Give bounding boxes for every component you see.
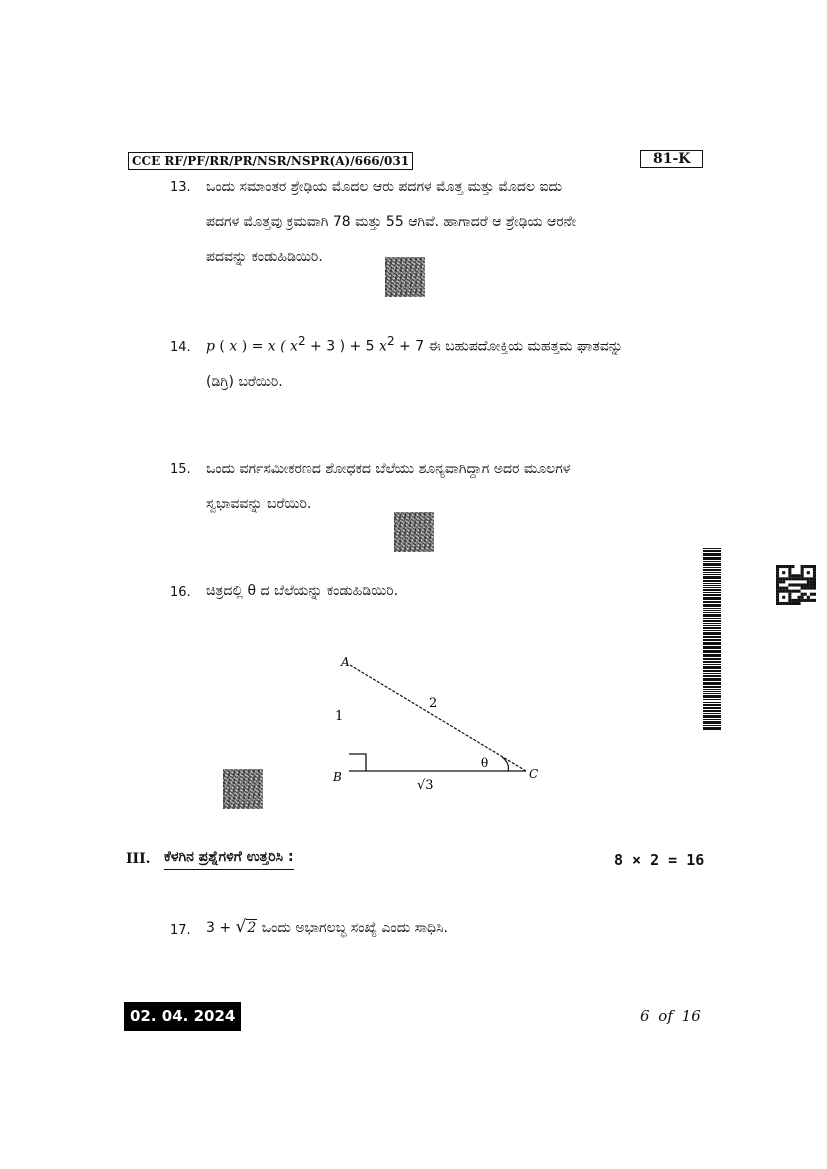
barcode-stripe (703, 670, 721, 672)
qr-module (801, 577, 804, 580)
right-angle-mark (349, 754, 366, 771)
barcode-stripe (703, 699, 721, 700)
qr-module (801, 599, 804, 602)
q17-expr-pre: 3 + (206, 920, 232, 936)
qr-module (804, 599, 807, 602)
qr-module (807, 587, 810, 590)
barcode-stripe (703, 666, 721, 669)
poly-exp-2: 2 (386, 334, 395, 348)
qr-module (785, 602, 788, 605)
barcode-stripe (703, 597, 721, 600)
qr-module (813, 580, 816, 583)
qr-code-image (776, 565, 816, 605)
side-bc-label: √3 (417, 778, 434, 793)
qr-module (804, 593, 807, 596)
qr-module (794, 590, 797, 593)
poly-exp-1: 2 (297, 334, 306, 348)
qr-module (804, 587, 807, 590)
question-17-text: ಒಂದು ಅಭಾಗಲಬ್ಧ ಸಂಖ್ಯೆ ಎಂದು ಸಾಧಿಸಿ. (261, 920, 448, 936)
qr-module (788, 602, 791, 605)
angle-theta-label: θ (481, 756, 489, 770)
vertex-c-label: C (529, 767, 539, 781)
qr-module (788, 593, 791, 596)
barcode-stripe (703, 719, 721, 720)
side-ac-line (350, 665, 526, 771)
question-13-line-2: ಪದಗಳ ಮೊತ್ತವು ಕ್ರಮವಾಗಿ 78 ಮತ್ತು 55 ಆಗಿವೆ. ಹಾಗಾದರೆ ಆ ಶ್ರೇಢಿಯ ಆರನೇ (206, 214, 576, 230)
barcode-stripe (703, 574, 721, 575)
qr-module (776, 580, 779, 583)
qr-module (776, 583, 779, 586)
barcode-stripe (703, 601, 721, 603)
qr-module (788, 577, 791, 580)
barcode-stripe (703, 686, 721, 688)
qr-module (807, 583, 810, 586)
qr-module (785, 590, 788, 593)
qr-module (798, 583, 801, 586)
qr-module (785, 587, 788, 590)
question-16-text: ಚಿತ್ರದಲ್ಲಿ θ ದ ಬೆಲೆಯನ್ನು ಕಂಡುಹಿಡಿಯಿರಿ. (206, 583, 399, 599)
barcode-stripe (703, 627, 721, 629)
qr-module (810, 565, 813, 568)
barcode-stripe (703, 569, 721, 571)
barcode-stripe (703, 710, 721, 712)
qr-module (791, 602, 794, 605)
barcode-stripe (703, 572, 721, 573)
qr-module (801, 574, 804, 577)
qr-module (813, 577, 816, 580)
qr-module (791, 590, 794, 593)
barcode-stripe (703, 664, 721, 665)
qr-module (801, 583, 804, 586)
qr-module (810, 587, 813, 590)
side-ab-label: 1 (335, 709, 344, 724)
question-14-number: 14. (170, 340, 191, 355)
qr-module (782, 580, 785, 583)
section-marks: 8 × 2 = 16 (614, 851, 705, 869)
barcode-stripe (703, 675, 721, 677)
qr-module (807, 596, 810, 599)
qr-module (798, 577, 801, 580)
qr-module (807, 580, 810, 583)
barcode-stripe (703, 704, 721, 706)
barcode-stripe (703, 623, 721, 624)
barcode-image (703, 548, 721, 730)
barcode-stripe (703, 625, 721, 626)
qr-module (810, 583, 813, 586)
qr-module (801, 596, 804, 599)
barcode-stripe (703, 589, 721, 591)
poly-x2: x (379, 338, 387, 355)
subject-code: 81-K (653, 151, 691, 167)
barcode-stripe (703, 550, 721, 552)
poly-plus3: + 3 ) + 5 (310, 338, 375, 355)
barcode-stripe (703, 695, 721, 698)
qr-module (779, 590, 782, 593)
qr-module (810, 580, 813, 583)
qr-module (779, 565, 782, 568)
qr-module (791, 577, 794, 580)
barcode-stripe (703, 608, 721, 609)
poly-x: x (229, 338, 238, 355)
barcode-stripe (703, 727, 721, 730)
qr-module (776, 602, 779, 605)
barcode-stripe (703, 580, 721, 582)
question-17-line (206, 917, 448, 937)
qr-module (813, 568, 816, 571)
question-13-text (206, 170, 706, 275)
qr-module (776, 571, 779, 574)
barcode-stripe (703, 682, 721, 685)
qr-module (788, 583, 791, 586)
question-15-number: 15. (170, 462, 191, 477)
question-15-text (206, 452, 706, 522)
qr-module (801, 587, 804, 590)
qr-module (807, 577, 810, 580)
barcode-stripe (703, 630, 721, 631)
question-14-text: ಈ ಬಹುಪದೋಕ್ತಿಯ ಮಹತ್ತಮ ಘಾತವನ್ನು (428, 338, 623, 355)
poly-p: p (206, 338, 215, 355)
question-13-number: 13. (170, 180, 191, 195)
qr-module (794, 577, 797, 580)
barcode-stripe (703, 553, 721, 556)
barcode-stripe (703, 693, 721, 694)
barcode-stripe (703, 614, 721, 617)
barcode-stripe (703, 604, 721, 607)
qr-module (794, 602, 797, 605)
barcode-stripe (703, 610, 721, 611)
qr-module (813, 599, 816, 602)
q17-radical: √ (235, 917, 247, 937)
barcode-stripe (703, 561, 721, 562)
qr-module (776, 574, 779, 577)
qr-module (776, 590, 779, 593)
barcode-stripe (703, 721, 721, 724)
qr-module (782, 565, 785, 568)
question-16-number: 16. (170, 585, 191, 600)
qr-module (813, 571, 816, 574)
qr-module (776, 599, 779, 602)
q17-radicand: 2 (247, 920, 257, 936)
page-number: 6 of 16 (640, 1007, 701, 1025)
barcode-stripe (703, 583, 721, 584)
question-16-code-image (223, 769, 263, 809)
question-17-number: 17. (170, 923, 191, 938)
qr-module (798, 596, 801, 599)
barcode-stripe (703, 594, 721, 596)
question-15-line-1: ಒಂದು ವರ್ಗಸಮೀಕರಣದ ಶೋಧಕದ ಬೆಲೆಯು ಶೂನ್ಯವಾಗಿದ್ದಾಗ ಅದರ ಮೂಲಗಳ (206, 461, 571, 477)
qr-module (776, 565, 779, 568)
question-15-line-2: ಸ್ವಭಾವವನ್ನು ಬರೆಯಿರಿ. (206, 496, 312, 512)
qr-module (813, 574, 816, 577)
qr-module (776, 587, 779, 590)
qr-module (788, 590, 791, 593)
barcode-stripe (703, 563, 721, 566)
barcode-stripe (703, 661, 721, 663)
barcode-stripe (703, 548, 721, 549)
barcode-stripe (703, 658, 721, 660)
barcode-stripe (703, 557, 721, 560)
paper-code-box (128, 152, 413, 170)
qr-module (804, 583, 807, 586)
barcode-stripe (703, 620, 721, 622)
paper-code: CCE RF/PF/RR/PR/NSR/NSPR(A)/666/031 (132, 154, 410, 168)
barcode-stripe (703, 691, 721, 692)
qr-module (788, 565, 791, 568)
qr-module (776, 577, 779, 580)
qr-module (779, 587, 782, 590)
qr-module (813, 565, 816, 568)
qr-module (801, 565, 804, 568)
qr-module (794, 599, 797, 602)
qr-module (791, 565, 794, 568)
qr-module (779, 580, 782, 583)
vertex-a-label: A (341, 655, 350, 669)
qr-module (794, 583, 797, 586)
barcode-stripe (703, 713, 721, 714)
question-14-line-1: p ( x ) = x ( $x^2 + 3$ ) + 5 $x^2 + 7$ ಈ ಬಹುಪದೋಕ್ತಿಯ ಮಹತ್ತಮ ಘಾತವನ್ನು (206, 334, 623, 355)
barcode-stripe (703, 636, 721, 638)
qr-module (788, 599, 791, 602)
angle-arc (502, 757, 508, 771)
qr-module (788, 574, 791, 577)
qr-module (813, 583, 816, 586)
barcode-stripe (703, 689, 721, 690)
barcode-stripe (703, 650, 721, 653)
qr-module (791, 583, 794, 586)
barcode-stripe (703, 715, 721, 718)
qr-module (791, 574, 794, 577)
qr-module (782, 577, 785, 580)
qr-module (801, 571, 804, 574)
qr-module (798, 590, 801, 593)
qr-module (791, 599, 794, 602)
subject-code-box (640, 150, 703, 168)
barcode-stripe (703, 592, 721, 593)
section-title: ಕೆಳಗಿನ ಪ್ರಶ್ನೆಗಳಿಗೆ ಉತ್ತರಿಸಿ : (164, 849, 294, 870)
qr-module (813, 593, 816, 596)
barcode-stripe (703, 725, 721, 726)
question-13-code-image (385, 257, 425, 297)
barcode-stripe (703, 646, 721, 649)
qr-module (782, 590, 785, 593)
qr-module (788, 568, 791, 571)
exam-date: 02. 04. 2024 (124, 1002, 241, 1031)
qr-module (807, 599, 810, 602)
barcode-stripe (703, 585, 721, 586)
qr-module (779, 577, 782, 580)
section-number: III. (126, 851, 151, 867)
qr-module (782, 571, 785, 574)
vertex-b-label: B (333, 770, 342, 784)
qr-module (810, 599, 813, 602)
poly-mid: x ( x (267, 338, 298, 355)
poly-plus7: + 7 (399, 338, 425, 355)
qr-module (785, 565, 788, 568)
qr-module (807, 571, 810, 574)
qr-module (810, 577, 813, 580)
qr-module (804, 577, 807, 580)
qr-module (776, 593, 779, 596)
qr-module (810, 593, 813, 596)
qr-module (788, 571, 791, 574)
barcode-stripe (703, 567, 721, 568)
qr-module (798, 602, 801, 605)
barcode-stripe (703, 654, 721, 657)
barcode-stripe (703, 576, 721, 579)
qr-module (801, 593, 804, 596)
qr-module (782, 602, 785, 605)
side-ac-label: 2 (429, 696, 438, 711)
question-13-line-1: ಒಂದು ಸಮಾಂತರ ಶ್ರೇಢಿಯ ಮೊದಲ ಆರು ಪದಗಳ ಮೊತ್ತ ಮತ್ತು ಮೊದಲ ಐದು (206, 179, 563, 195)
barcode-stripe (703, 618, 721, 619)
qr-module (804, 565, 807, 568)
qr-module (785, 577, 788, 580)
qr-module (801, 568, 804, 571)
barcode-stripe (703, 587, 721, 588)
barcode-stripe (703, 632, 721, 635)
barcode-stripe (703, 707, 721, 709)
qr-module (776, 568, 779, 571)
qr-module (798, 599, 801, 602)
qr-module (794, 574, 797, 577)
triangle-figure (320, 650, 550, 800)
barcode-stripe (703, 612, 721, 613)
qr-module (788, 596, 791, 599)
qr-module (779, 602, 782, 605)
qr-module (813, 587, 816, 590)
question-14-line-2: (ಡಿಗ್ರಿ) ಬರೆಯಿರಿ. (206, 374, 283, 390)
question-13-line-3: ಪದವನ್ನು ಕಂಡುಹಿಡಿಯಿರಿ. (206, 249, 323, 265)
barcode-stripe (703, 673, 721, 674)
barcode-stripe (703, 639, 721, 641)
qr-module (782, 596, 785, 599)
barcode-stripe (703, 642, 721, 645)
question-15-code-image (394, 512, 434, 552)
qr-module (782, 587, 785, 590)
barcode-stripe (703, 678, 721, 681)
qr-module (807, 565, 810, 568)
barcode-stripe (703, 702, 721, 703)
qr-module (776, 596, 779, 599)
qr-module (798, 574, 801, 577)
